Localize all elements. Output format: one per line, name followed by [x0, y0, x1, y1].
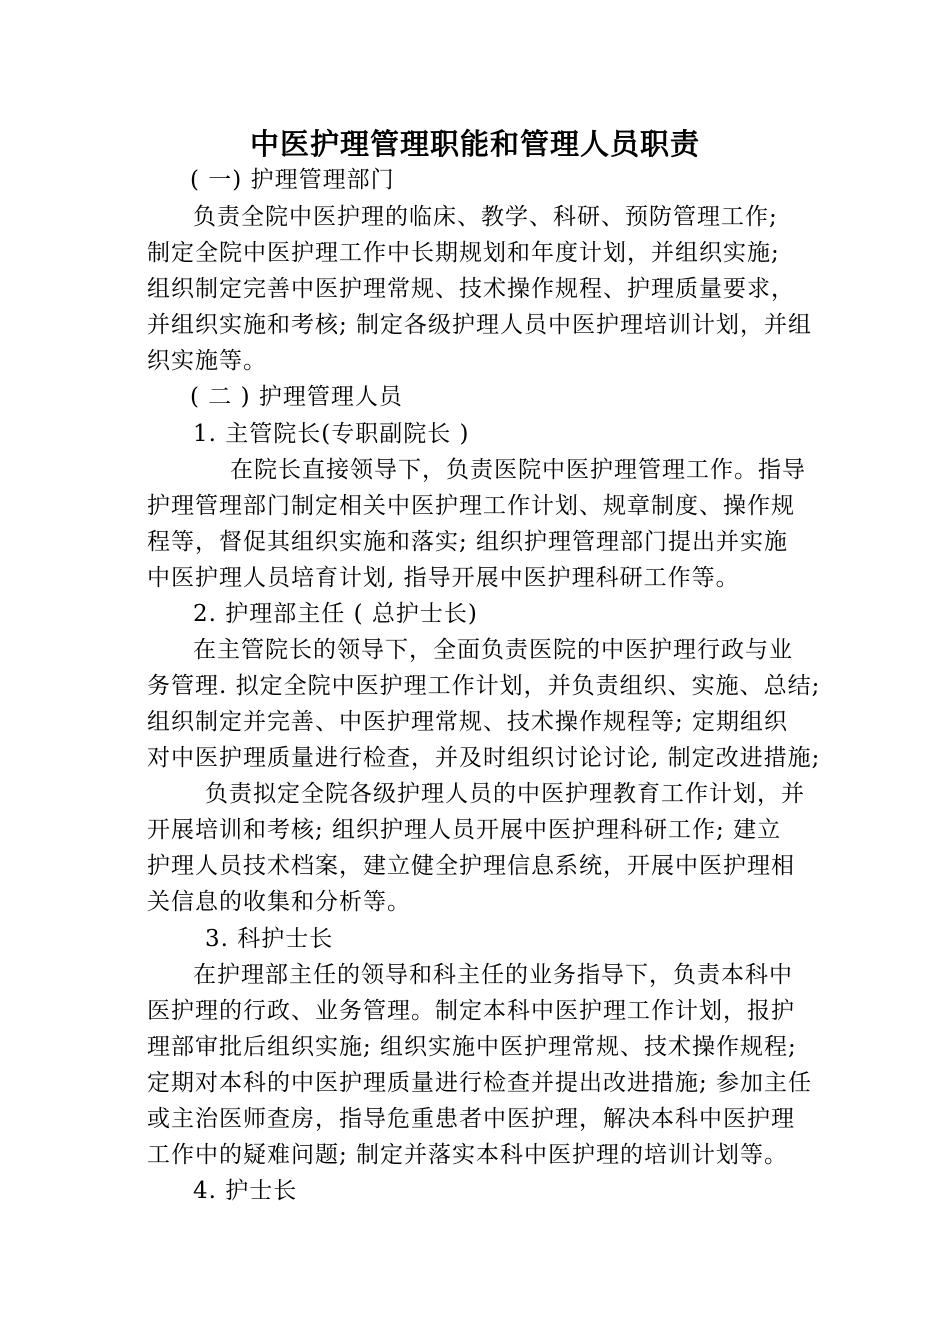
- paragraph-line: 医护理的行政、业务管理。制定本科中医护理工作计划，报护: [147, 998, 795, 1024]
- section-heading-nursing-department: ( 一) 护理管理部门: [190, 167, 395, 193]
- paragraph-line: 在院长直接领导下，负责医院中医护理管理工作。指导: [230, 457, 806, 483]
- paragraph-line: 护理人员技术档案，建立健全护理信息系统，开展中医护理相: [147, 853, 795, 879]
- paragraph-line: 负责拟定全院各级护理人员的中医护理教育工作计划，并: [205, 781, 805, 807]
- subheading-head-nurse: 4. 护士长: [193, 1178, 298, 1204]
- paragraph-line: 对中医护理质量进行检查，并及时组织讨论讨论, 制定改进措施;: [147, 745, 821, 771]
- paragraph-line: 或主治医师查房，指导危重患者中医护理，解决本科中医护理: [147, 1106, 795, 1132]
- paragraph-line: 程等，督促其组织实施和落实; 组织护理管理部门提出并实施: [147, 529, 789, 555]
- paragraph-line: 组织制定并完善、中医护理常规、技术操作规程等; 定期组织: [147, 709, 789, 735]
- paragraph-line: 护理管理部门制定相关中医护理工作计划、规章制度、操作规: [147, 493, 795, 519]
- paragraph-line: 工作中的疑难问题; 制定并落实本科中医护理的培训计划等。: [147, 1142, 789, 1168]
- paragraph-line: 制定全院中医护理工作中长期规划和年度计划，并组织实施;: [147, 240, 780, 266]
- paragraph-line: 开展培训和考核; 组织护理人员开展中医护理科研工作; 建立: [147, 817, 782, 843]
- paragraph-line: 定期对本科的中医护理质量进行检查并提出改进措施; 参加主任: [147, 1070, 813, 1096]
- paragraph-line: 负责全院中医护理的临床、教学、科研、预防管理工作;: [193, 204, 778, 230]
- section-heading-nursing-managers: ( 二 ) 护理管理人员: [190, 384, 403, 410]
- document-title: 中医护理管理职能和管理人员职责: [249, 127, 700, 161]
- paragraph-line: 组织制定完善中医护理常规、技术操作规程、护理质量要求，: [147, 276, 795, 302]
- paragraph-line: 关信息的收集和分析等。: [147, 889, 411, 915]
- paragraph-line: 织实施等。: [147, 348, 267, 374]
- subheading-nursing-director: 2. 护理部主任 ( 总护士长): [193, 601, 478, 627]
- paragraph-line: 中医护理人员培育计划, 指导开展中医护理科研工作等。: [147, 565, 740, 591]
- paragraph-line: 务管理. 拟定全院中医护理工作计划，并负责组织、实施、总结;: [147, 673, 821, 699]
- paragraph-line: 理部审批后组织实施; 组织实施中医护理常规、技术操作规程;: [147, 1034, 797, 1060]
- subheading-vice-president: 1. 主管院长(专职副院长 ): [193, 421, 470, 447]
- paragraph-line: 并组织实施和考核; 制定各级护理人员中医护理培训计划，并组: [147, 312, 813, 338]
- subheading-department-head-nurse: 3. 科护士长: [205, 926, 334, 952]
- paragraph-line: 在主管院长的领导下，全面负责医院的中医护理行政与业: [193, 637, 793, 663]
- paragraph-line: 在护理部主任的领导和科主任的业务指导下，负责本科中: [193, 962, 793, 988]
